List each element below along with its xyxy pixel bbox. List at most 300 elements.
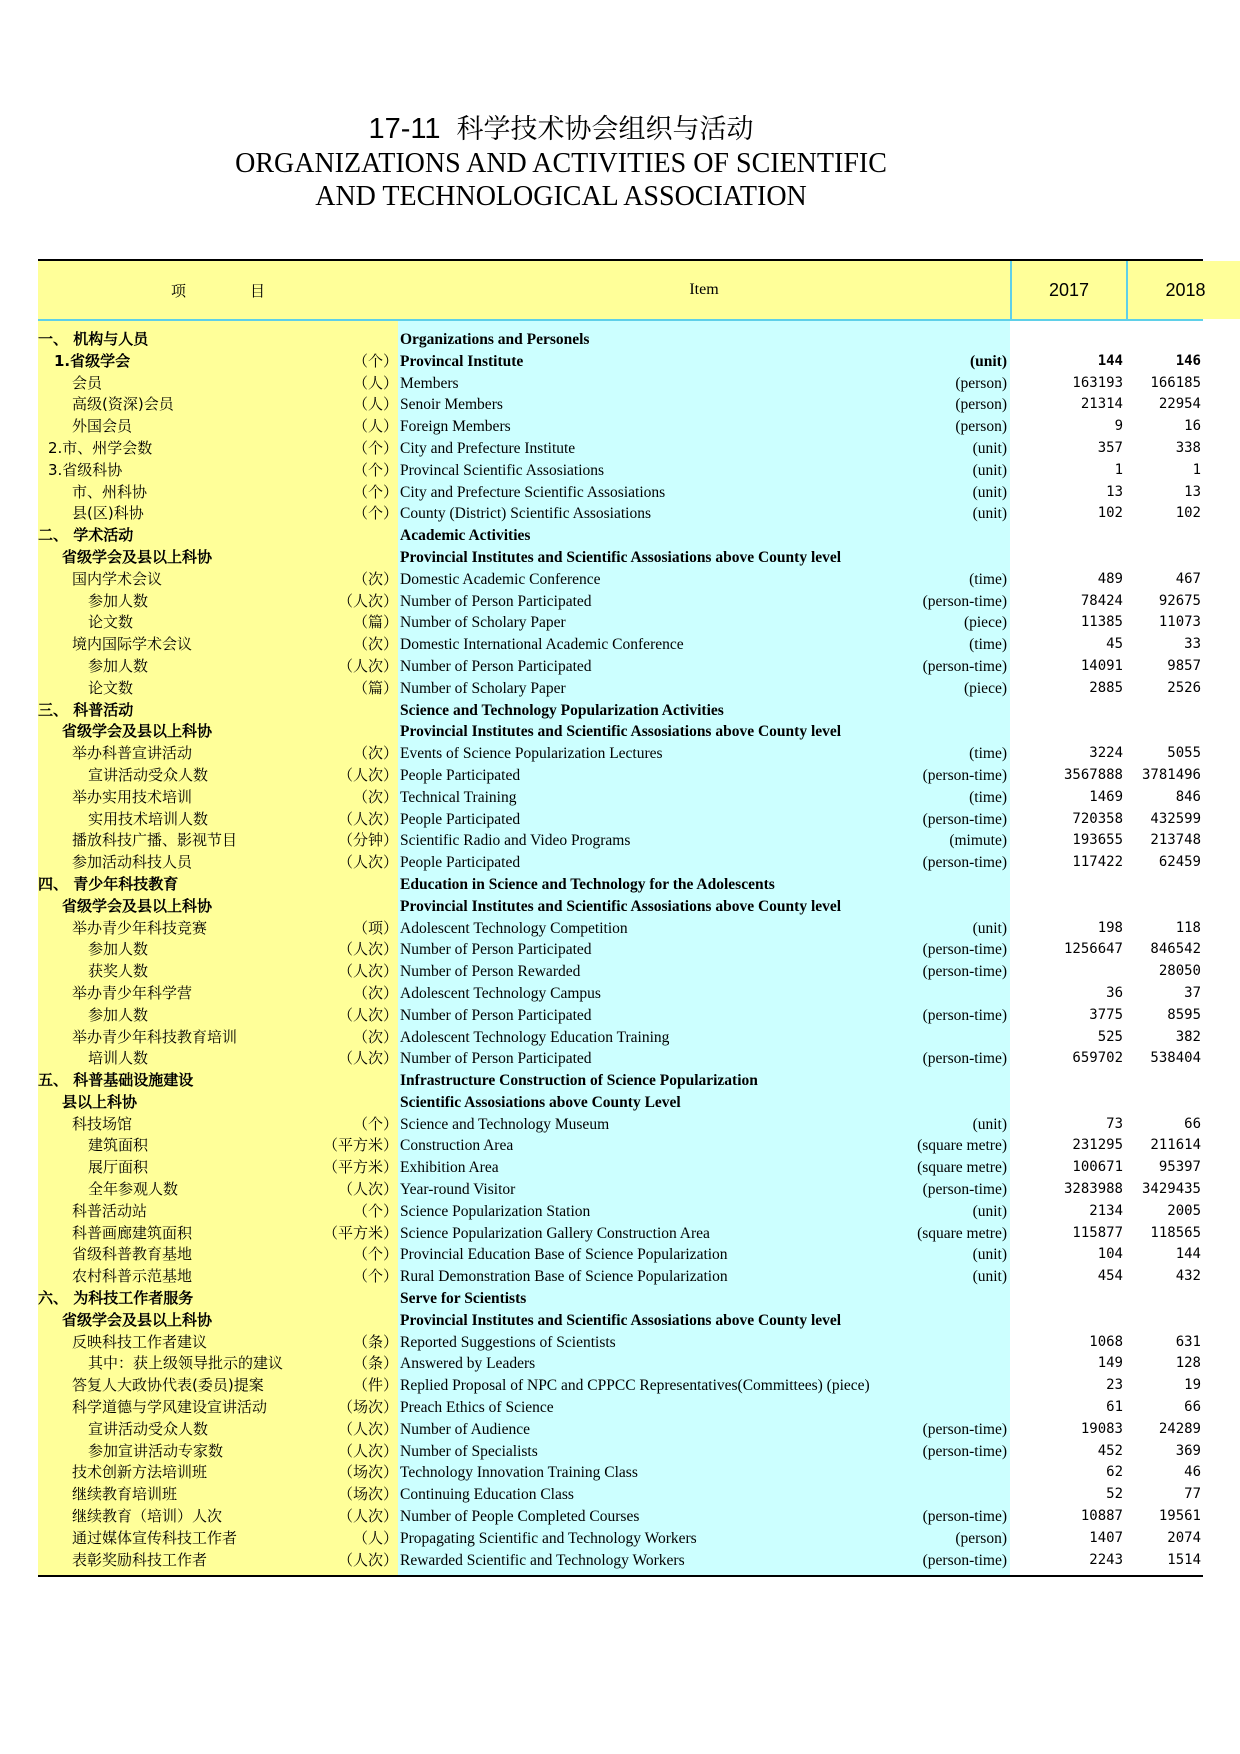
unit-en: (person-time) — [922, 963, 1007, 981]
item-en: Continuing Education Class — [400, 1486, 574, 1504]
item-en: Senoir Members — [400, 396, 503, 414]
item-en: Number of People Completed Courses — [400, 1508, 640, 1526]
table-row — [38, 1310, 1203, 1332]
value-2018: 22954 — [1158, 396, 1201, 413]
value-2017: 102 — [1097, 505, 1123, 522]
table-row — [38, 918, 1203, 940]
unit-cn: （个） — [352, 1245, 398, 1264]
value-2018: 166185 — [1150, 374, 1201, 391]
item-en: Provincial Institutes and Scientific Assosiations above County level — [400, 1311, 842, 1329]
unit-en: (person-time) — [922, 810, 1007, 828]
table-row — [38, 983, 1203, 1005]
item-cn: 举办青少年科学营 — [72, 983, 193, 1002]
value-2017: 454 — [1097, 1268, 1123, 1285]
table-row — [38, 438, 1203, 460]
unit-cn: （人） — [352, 373, 398, 392]
unit-en: (unit) — [972, 1268, 1007, 1286]
value-2017: 1407 — [1089, 1529, 1123, 1546]
item-cn: 获奖人数 — [88, 962, 149, 981]
unit-cn: （平方米） — [322, 1136, 398, 1155]
item-cn: 农村科普示范基地 — [72, 1267, 193, 1286]
value-2017: 78424 — [1080, 592, 1123, 609]
table-row — [38, 700, 1203, 722]
value-2017: 144 — [1097, 352, 1123, 369]
item-cn: 参加人数 — [88, 591, 149, 610]
table-row — [38, 634, 1203, 656]
table-row — [38, 1332, 1203, 1354]
value-2017: 45 — [1106, 636, 1123, 653]
unit-en: (person-time) — [922, 854, 1007, 872]
unit-en: (unit) — [972, 1246, 1007, 1264]
table-row — [38, 743, 1203, 765]
value-2018: 13 — [1184, 483, 1201, 500]
item-en: Provincial Institutes and Scientific Assosiations above County level — [400, 548, 842, 566]
title-en-line2: AND TECHNOLOGICAL ASSOCIATION — [315, 181, 807, 212]
item-cn: 表彰奖励科技工作者 — [72, 1550, 208, 1569]
table-row — [38, 1266, 1203, 1288]
item-en: City and Prefecture Institute — [400, 439, 576, 457]
table-row — [38, 1179, 1203, 1201]
unit-cn: （人） — [352, 395, 398, 414]
item-en: Number of Person Participated — [400, 592, 592, 610]
unit-en: (piece) — [963, 679, 1007, 697]
value-2017: 357 — [1097, 439, 1123, 456]
value-2017: 61 — [1106, 1399, 1123, 1416]
item-cn: 参加人数 — [88, 940, 149, 959]
table-row — [38, 1288, 1203, 1310]
value-2018: 19 — [1184, 1377, 1201, 1394]
table-row — [38, 678, 1203, 700]
item-cn: 高级(资深)会员 — [72, 395, 174, 414]
header-item-cn-1: 项 — [170, 281, 186, 300]
unit-en: (person-time) — [922, 1006, 1007, 1024]
title-en-line1: ORGANIZATIONS AND ACTIVITIES OF SCIENTIFIC — [235, 148, 887, 179]
unit-en: (time) — [969, 788, 1007, 806]
table-row — [38, 547, 1203, 569]
table-row — [38, 373, 1203, 395]
unit-cn: （个） — [352, 504, 398, 523]
table-row — [38, 939, 1203, 961]
table-row — [38, 852, 1203, 874]
value-2017: 1 — [1114, 461, 1123, 478]
item-en: Answered by Leaders — [400, 1355, 536, 1373]
unit-en: (person-time) — [922, 1420, 1007, 1438]
table-row — [38, 525, 1203, 547]
value-2018: 382 — [1175, 1028, 1201, 1045]
value-2018: 2074 — [1167, 1529, 1201, 1546]
item-en: Education in Science and Technology for the Adolescents — [400, 875, 775, 893]
value-2018: 211614 — [1150, 1137, 1201, 1154]
item-en: Science and Technology Popularization Activities — [400, 701, 724, 719]
item-cn: 外国会员 — [72, 417, 133, 436]
table-row — [38, 1353, 1203, 1375]
item-cn: 省级学会及县以上科协 — [62, 722, 213, 741]
unit-cn: （次） — [352, 744, 398, 763]
item-en: Foreign Members — [400, 418, 511, 436]
value-2018: 66 — [1184, 1399, 1201, 1416]
value-2018: 46 — [1184, 1464, 1201, 1481]
item-cn: 省级学会及县以上科协 — [62, 896, 213, 915]
header-year-2017: 2017 — [1010, 261, 1128, 319]
item-cn: 参加人数 — [88, 656, 149, 675]
table-row — [38, 1506, 1203, 1528]
value-2018: 77 — [1184, 1486, 1201, 1503]
table-row — [38, 1114, 1203, 1136]
item-en: Adolescent Technology Campus — [400, 984, 601, 1002]
item-cn: 继续教育培训班 — [72, 1485, 178, 1504]
unit-en: (time) — [969, 570, 1007, 588]
item-cn: 会员 — [72, 373, 103, 392]
item-en: Science Popularization Station — [400, 1202, 591, 1220]
item-cn: 论文数 — [88, 678, 134, 697]
value-2018: 24289 — [1158, 1420, 1201, 1437]
value-2018: 432 — [1175, 1268, 1201, 1285]
value-2018: 144 — [1175, 1246, 1201, 1263]
item-en: Propagating Scientific and Technology Workers — [400, 1529, 697, 1547]
value-2018: 213748 — [1150, 832, 1201, 849]
table-row — [38, 1462, 1203, 1484]
value-2018: 369 — [1175, 1442, 1201, 1459]
item-cn: 科技场馆 — [72, 1114, 133, 1133]
unit-en: (unit) — [972, 505, 1007, 523]
item-cn: 举办科普宣讲活动 — [72, 744, 193, 763]
item-cn: 宣讲活动受众人数 — [88, 1419, 209, 1438]
unit-cn: （条） — [352, 1354, 398, 1373]
item-en: Serve for Scientists — [400, 1290, 527, 1308]
item-en: Rural Demonstration Base of Science Popularization — [400, 1268, 728, 1286]
table-row — [38, 1244, 1203, 1266]
table-header — [38, 259, 1206, 321]
unit-cn: （人次） — [337, 1005, 398, 1024]
unit-cn: （条） — [352, 1332, 398, 1351]
value-2018: 11073 — [1158, 614, 1201, 631]
header-item-cn — [38, 261, 398, 319]
value-2017: 3775 — [1089, 1006, 1123, 1023]
value-2017: 10887 — [1080, 1508, 1123, 1525]
unit-cn: （人次） — [337, 1049, 398, 1068]
unit-cn: （次） — [352, 983, 398, 1002]
unit-cn: （人次） — [337, 1441, 398, 1460]
item-en: Provincal Institute — [400, 352, 524, 370]
value-2017: 198 — [1097, 919, 1123, 936]
value-2018: 118 — [1175, 919, 1201, 936]
unit-en: (unit) — [972, 483, 1007, 501]
item-cn: 播放科技广播、影视节目 — [72, 831, 238, 850]
value-2017: 100671 — [1072, 1159, 1123, 1176]
value-2018: 33 — [1184, 636, 1201, 653]
value-2018: 16 — [1184, 418, 1201, 435]
value-2018: 9857 — [1167, 657, 1201, 674]
value-2018: 92675 — [1158, 592, 1201, 609]
table-row — [38, 482, 1203, 504]
value-2018: 128 — [1175, 1355, 1201, 1372]
item-cn: 科学道德与学风建设宣讲活动 — [72, 1398, 268, 1417]
title-cn — [0, 112, 1122, 147]
table-row — [38, 329, 1203, 351]
unit-en: (person-time) — [922, 1508, 1007, 1526]
unit-cn: （场次） — [337, 1485, 398, 1504]
value-2017: 1256647 — [1063, 941, 1123, 958]
item-en: Number of Scholary Paper — [400, 679, 566, 697]
item-en: Provincial Institutes and Scientific Assosiations above County level — [400, 897, 842, 915]
table-row — [38, 1223, 1203, 1245]
unit-cn: （个） — [352, 1114, 398, 1133]
table-row — [38, 416, 1203, 438]
table-row — [38, 503, 1203, 525]
item-cn: 省级科普教育基地 — [72, 1245, 193, 1264]
unit-en: (person-time) — [922, 592, 1007, 610]
unit-en: (person-time) — [922, 1551, 1007, 1569]
unit-cn: （人次） — [337, 1507, 398, 1526]
item-en: Number of Specialists — [400, 1442, 538, 1460]
item-cn: 县(区)科协 — [72, 504, 144, 523]
table-row — [38, 765, 1203, 787]
item-en: Adolescent Technology Competition — [400, 919, 628, 937]
unit-cn: （人次） — [337, 1550, 398, 1569]
item-en: Provincial Institutes and Scientific Assosiations above County level — [400, 723, 842, 741]
unit-cn: （人次） — [337, 853, 398, 872]
unit-en: (unit) — [969, 352, 1007, 370]
value-2017: 193655 — [1072, 832, 1123, 849]
unit-en: (person-time) — [922, 657, 1007, 675]
value-2017: 489 — [1097, 570, 1123, 587]
item-en: Number of Person Participated — [400, 1050, 592, 1068]
unit-cn: （篇） — [352, 678, 398, 697]
unit-cn: （次） — [352, 1027, 398, 1046]
value-2018: 3781496 — [1141, 766, 1201, 783]
table-row — [38, 1484, 1203, 1506]
value-2018: 467 — [1175, 570, 1201, 587]
item-cn: 举办青少年科技教育培训 — [72, 1027, 238, 1046]
item-en: Science Popularization Gallery Construction Area — [400, 1224, 710, 1242]
table-row — [38, 1375, 1203, 1397]
value-2018: 631 — [1175, 1333, 1201, 1350]
item-cn: 五、 科普基础设施建设 — [38, 1071, 194, 1090]
table-row — [38, 1419, 1203, 1441]
title-cn-text: 科学技术协会组织与活动 — [456, 114, 754, 145]
value-2018: 102 — [1175, 505, 1201, 522]
unit-cn: （分钟） — [337, 831, 398, 850]
item-cn: 举办实用技术培训 — [72, 787, 193, 806]
item-cn: 参加人数 — [88, 1005, 149, 1024]
value-2018: 538404 — [1150, 1050, 1201, 1067]
table-row — [38, 1027, 1203, 1049]
item-cn: 答复人大政协代表(委员)提案 — [72, 1376, 264, 1395]
unit-cn: （人次） — [337, 809, 398, 828]
table-row — [38, 460, 1203, 482]
unit-en: (square metre) — [917, 1159, 1007, 1177]
value-2018: 3429435 — [1141, 1181, 1201, 1198]
item-cn: 市、州科协 — [72, 482, 148, 501]
item-en: Number of Scholary Paper — [400, 614, 566, 632]
value-2017: 2885 — [1089, 679, 1123, 696]
item-en: Scientific Radio and Video Programs — [400, 832, 631, 850]
table-row — [38, 1201, 1203, 1223]
item-en: Exhibition Area — [400, 1159, 499, 1177]
item-cn: 参加活动科技人员 — [72, 853, 193, 872]
value-2018: 338 — [1175, 439, 1201, 456]
table-row — [38, 394, 1203, 416]
value-2017: 3224 — [1089, 745, 1123, 762]
item-en: Number of Audience — [400, 1420, 530, 1438]
table-row — [38, 1005, 1203, 1027]
item-cn: 实用技术培训人数 — [88, 809, 209, 828]
item-en: People Participated — [400, 810, 521, 828]
value-2017: 13 — [1106, 483, 1123, 500]
unit-en: (piece) — [963, 614, 1007, 632]
value-2018: 95397 — [1158, 1159, 1201, 1176]
unit-cn: （人次） — [337, 1419, 398, 1438]
unit-en: (unit) — [972, 439, 1007, 457]
table-row — [38, 1092, 1203, 1114]
value-2017: 117422 — [1072, 854, 1123, 871]
item-en: County (District) Scientific Assosiations — [400, 505, 651, 523]
unit-en: (person-time) — [922, 1050, 1007, 1068]
value-2017: 231295 — [1072, 1137, 1123, 1154]
item-cn: 二、 学术活动 — [38, 526, 134, 545]
unit-en: (person) — [955, 374, 1007, 392]
item-en: People Participated — [400, 854, 521, 872]
table-row — [38, 1070, 1203, 1092]
item-cn: 四、 青少年科技教育 — [38, 874, 179, 893]
unit-cn: （平方米） — [322, 1223, 398, 1242]
unit-en: (square metre) — [917, 1137, 1007, 1155]
unit-en: (person) — [955, 418, 1007, 436]
value-2017: 115877 — [1072, 1224, 1123, 1241]
unit-cn: （人次） — [337, 940, 398, 959]
table-number: 17-11 — [368, 113, 441, 145]
value-2017: 23 — [1106, 1377, 1123, 1394]
item-cn: 一、 机构与人员 — [38, 330, 149, 348]
value-2017: 3283988 — [1063, 1181, 1123, 1198]
item-en: Infrastructure Construction of Science Popularization — [400, 1072, 758, 1090]
value-2017: 163193 — [1072, 374, 1123, 391]
item-en: Year-round Visitor — [400, 1181, 516, 1199]
item-en: Reported Suggestions of Scientists — [400, 1333, 616, 1351]
value-2018: 118565 — [1150, 1224, 1201, 1241]
value-2017: 21314 — [1080, 396, 1123, 413]
item-cn: 论文数 — [88, 613, 134, 632]
value-2017: 104 — [1097, 1246, 1123, 1263]
value-2018: 62459 — [1158, 854, 1201, 871]
unit-cn: （人次） — [337, 656, 398, 675]
unit-cn: （场次） — [337, 1398, 398, 1417]
item-en: Number of Person Participated — [400, 657, 592, 675]
value-2018: 432599 — [1150, 810, 1201, 827]
item-en: Provincial Education Base of Science Popularization — [400, 1246, 728, 1264]
table-row — [38, 1550, 1203, 1572]
item-en: Number of Person Participated — [400, 1006, 592, 1024]
unit-cn: （篇） — [352, 613, 398, 632]
item-cn: 境内国际学术会议 — [72, 635, 193, 654]
value-2017: 3567888 — [1063, 766, 1123, 783]
value-2017: 52 — [1106, 1486, 1123, 1503]
item-cn: 建筑面积 — [88, 1136, 149, 1155]
item-en: Preach Ethics of Science — [400, 1399, 554, 1417]
item-en: City and Prefecture Scientific Assosiations — [400, 483, 666, 501]
unit-cn: （人次） — [337, 962, 398, 981]
unit-en: (time) — [969, 745, 1007, 763]
value-2018: 146 — [1175, 352, 1201, 369]
item-cn: 宣讲活动受众人数 — [88, 765, 209, 784]
header-item-cn-2: 目 — [250, 281, 266, 300]
item-en: Domestic Academic Conference — [400, 570, 601, 588]
item-cn: 省级学会及县以上科协 — [62, 547, 213, 566]
unit-en: (person-time) — [922, 766, 1007, 784]
item-cn: 继续教育（培训）人次 — [72, 1507, 223, 1526]
item-cn: 技术创新方法培训班 — [72, 1463, 208, 1482]
item-cn: 县以上科协 — [62, 1092, 138, 1111]
table-row — [38, 1157, 1203, 1179]
item-en: Scientific Assosiations above County Level — [400, 1093, 681, 1111]
item-en: Technical Training — [400, 788, 517, 806]
unit-en: (person-time) — [922, 1181, 1007, 1199]
table-row — [38, 1135, 1203, 1157]
table-row — [38, 1441, 1203, 1463]
item-en: Replied Proposal of NPC and CPPCC Representatives(Committees) (piece) — [400, 1377, 870, 1395]
value-2017: 1068 — [1089, 1333, 1123, 1350]
unit-cn: （个） — [352, 438, 398, 457]
value-2018: 5055 — [1167, 745, 1201, 762]
unit-cn: （个） — [352, 1267, 398, 1286]
value-2017: 14091 — [1080, 657, 1123, 674]
value-2017: 525 — [1097, 1028, 1123, 1045]
unit-en: (unit) — [972, 1115, 1007, 1133]
unit-cn: （个） — [352, 460, 398, 479]
value-2018: 37 — [1184, 984, 1201, 1001]
item-en: Adolescent Technology Education Training — [400, 1028, 670, 1046]
unit-en: (person-time) — [922, 1442, 1007, 1460]
value-2018: 2526 — [1167, 679, 1201, 696]
value-2017: 659702 — [1072, 1050, 1123, 1067]
unit-cn: （件） — [352, 1376, 398, 1395]
value-2017: 19083 — [1080, 1420, 1123, 1437]
item-cn: 举办青少年科技竞赛 — [72, 918, 208, 937]
table-row — [38, 874, 1203, 896]
table-row — [38, 1528, 1203, 1550]
table-row — [38, 569, 1203, 591]
unit-cn: （次） — [352, 635, 398, 654]
unit-cn: （个） — [352, 482, 398, 501]
unit-en: (unit) — [972, 1202, 1007, 1220]
item-cn: 培训人数 — [88, 1049, 149, 1068]
unit-en: (person) — [955, 1529, 1007, 1547]
value-2017: 9 — [1114, 418, 1123, 435]
item-en: Members — [400, 374, 459, 392]
unit-en: (person) — [955, 396, 1007, 414]
item-en: Science and Technology Museum — [400, 1115, 610, 1133]
table-row — [38, 896, 1203, 918]
header-item-en: Item — [398, 261, 1010, 319]
value-2018: 2005 — [1167, 1202, 1201, 1219]
unit-en: (mimute) — [949, 832, 1007, 850]
unit-cn: （个） — [352, 1201, 398, 1220]
unit-cn: （次） — [352, 787, 398, 806]
value-2017: 2134 — [1089, 1202, 1123, 1219]
value-2017: 2243 — [1089, 1551, 1123, 1568]
table-row — [38, 809, 1203, 831]
item-cn: 反映科技工作者建议 — [72, 1332, 208, 1351]
header-year-2018: 2018 — [1128, 261, 1240, 319]
item-en: Academic Activities — [400, 527, 531, 545]
value-2018: 846542 — [1150, 941, 1201, 958]
unit-cn: （人） — [352, 1528, 398, 1547]
unit-en: (unit) — [972, 461, 1007, 479]
table-row — [38, 656, 1203, 678]
value-2018: 8595 — [1167, 1006, 1201, 1023]
item-cn: 国内学术会议 — [72, 569, 163, 588]
unit-en: (time) — [969, 636, 1007, 654]
